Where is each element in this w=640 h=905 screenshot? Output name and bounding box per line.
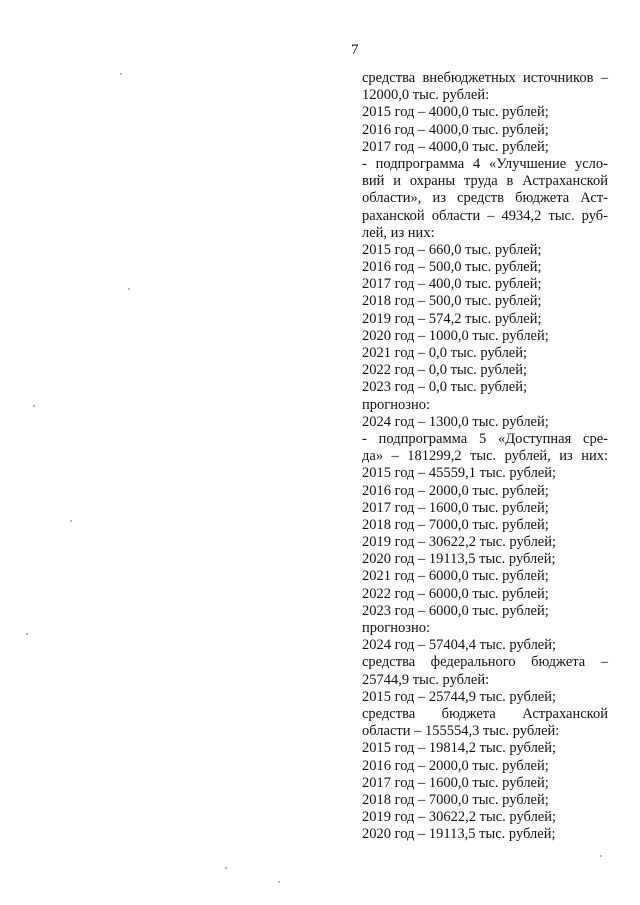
text-line: 2015 год – 25744,9 тыс. рублей; xyxy=(362,688,557,705)
text-line: 2018 год – 7000,0 тыс. рублей; xyxy=(362,516,549,533)
text-line: прогнозно: xyxy=(362,620,430,636)
text-line: 2020 год – 1000,0 тыс. рублей; xyxy=(362,327,549,344)
text-line: 2021 год – 6000,0 тыс. рублей; xyxy=(362,568,549,585)
text-line: области – 155554,3 тыс. рублей: xyxy=(362,723,560,740)
text-line: 2018 год – 500,0 тыс. рублей; xyxy=(362,293,542,310)
text-line: 2023 год – 0,0 тыс. рублей; xyxy=(362,379,528,396)
text-line: 2018 год – 7000,0 тыс. рублей; xyxy=(362,791,549,808)
text-line: 2024 год – 1300,0 тыс. рублей; xyxy=(362,413,549,430)
text-line: 2020 год – 19113,5 тыс. рублей; xyxy=(362,551,556,568)
text-line: прогнозно: xyxy=(362,396,430,413)
text-line: 25744,9 тыс. рублей: xyxy=(362,671,490,688)
scan-speck xyxy=(33,405,35,407)
scan-speck xyxy=(70,520,72,522)
text-line: 2023 год – 6000,0 тыс. рублей; xyxy=(362,602,549,619)
text-line: 2017 год – 400,0 тыс. рублей; xyxy=(362,276,542,293)
text-line: раханской области – 4934,2 тыс. руб- xyxy=(362,207,608,224)
text-line: 2015 год – 4000,0 тыс. рублей; xyxy=(362,104,549,121)
text-line: вий и охраны труда в Астраханской xyxy=(362,173,608,190)
text-line: области», из средств бюджета Аст- xyxy=(362,190,608,207)
text-line: - подпрограмма 5 «Доступная сре- xyxy=(362,430,608,447)
text-column xyxy=(362,70,608,843)
text-line: средства внебюджетных источников – xyxy=(362,70,608,86)
text-line: 2020 год – 19113,5 тыс. рублей; xyxy=(362,826,556,843)
text-line: средства бюджета Астраханской xyxy=(362,705,608,722)
text-line: 12000,0 тыс. рублей: xyxy=(362,87,490,104)
text-line: 2019 год – 30622,2 тыс. рублей; xyxy=(362,534,557,551)
text-line: - подпрограмма 4 «Улучшение усло- xyxy=(362,155,608,172)
text-line: 2016 год – 500,0 тыс. рублей; xyxy=(362,259,542,276)
text-line: 2015 год – 19814,2 тыс. рублей; xyxy=(362,740,557,757)
text-line: 2016 год – 4000,0 тыс. рублей; xyxy=(362,121,549,138)
scan-speck xyxy=(600,855,602,857)
text-line: 2019 год – 574,2 тыс. рублей; xyxy=(362,310,542,327)
text-line: 2021 год – 0,0 тыс. рублей; xyxy=(362,345,528,361)
scan-speck xyxy=(26,633,28,635)
text-line: 2022 год – 0,0 тыс. рублей; xyxy=(362,362,528,379)
scan-speck xyxy=(120,73,122,75)
text-line: да» – 181299,2 тыс. рублей, из них: xyxy=(362,448,608,465)
text-line: лей, из них: xyxy=(362,224,435,241)
text-line: 2015 год – 660,0 тыс. рублей; xyxy=(362,241,542,258)
text-line: 2017 год – 1600,0 тыс. рублей; xyxy=(362,774,549,791)
text-line: средства федерального бюджета – xyxy=(362,654,608,671)
page-number: 7 xyxy=(351,42,359,58)
text-line: 2016 год – 2000,0 тыс. рублей; xyxy=(362,482,549,499)
scan-speck xyxy=(225,867,227,869)
scan-speck xyxy=(128,288,130,290)
text-line: 2019 год – 30622,2 тыс. рублей; xyxy=(362,809,557,826)
text-line: 2024 год – 57404,4 тыс. рублей; xyxy=(362,637,557,654)
text-line: 2015 год – 45559,1 тыс. рублей; xyxy=(362,465,557,482)
text-line: 2016 год – 2000,0 тыс. рублей; xyxy=(362,757,549,774)
text-line: 2017 год – 4000,0 тыс. рублей; xyxy=(362,138,549,155)
text-line: 2022 год – 6000,0 тыс. рублей; xyxy=(362,585,549,602)
scan-speck xyxy=(278,881,280,883)
text-line: 2017 год – 1600,0 тыс. рублей; xyxy=(362,499,549,516)
